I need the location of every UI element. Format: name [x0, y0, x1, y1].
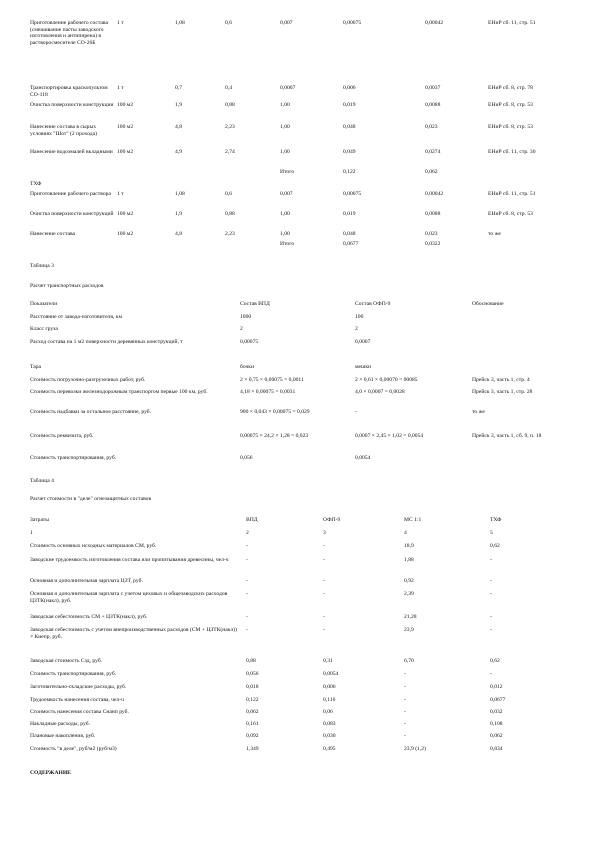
table-cell: 0,048: [343, 231, 356, 237]
column-header: ВПД: [246, 517, 258, 523]
table-cell: Основная и дополнительная зарплата ЦЗТ, руб.: [30, 578, 143, 584]
table-cell: 0,6: [225, 191, 232, 197]
table-cell: 1,00: [280, 211, 290, 217]
table-cell: 100: [355, 314, 364, 320]
table-cell: 1,08: [175, 20, 185, 26]
table-row: [0, 671, 595, 679]
table-row: [0, 697, 595, 705]
table-cell: Трудоемкость нанесения состава, чел-ч: [30, 697, 124, 703]
table-cell: -: [355, 409, 357, 415]
table-cell: -: [323, 591, 325, 597]
table-cell: 0,00075: [343, 20, 362, 26]
table-cell: 1,00: [280, 231, 290, 237]
table-cell: 0,495: [323, 746, 336, 752]
table-cell: 900 × 0,043 × 0,00075 = 0,029: [240, 409, 310, 415]
table-cell: Прейск 3, часть 1, стр. 4: [472, 377, 530, 383]
table-cell: Нанесение водоэмалей вкладными: [30, 149, 113, 155]
column-header: Состав ОФП-9: [355, 301, 391, 307]
table-cell: 4,8: [175, 124, 182, 130]
table-row: [0, 658, 595, 666]
table-cell: 0,006: [323, 684, 336, 690]
table-cell: Приготовление рабочего раствора: [30, 191, 111, 197]
table-cell: 0,007: [280, 20, 293, 26]
table-cell: 0,0007 × 2,45 × 1,02 = 0,0054: [355, 433, 424, 439]
table-cell: -: [246, 578, 248, 584]
table-cell: 1,00: [280, 149, 290, 155]
column-header: МС 1:1: [404, 517, 422, 523]
table-cell: 0,056: [246, 671, 259, 677]
table-cell: Очистка поверхности конструкции: [30, 102, 114, 108]
table-cell: 0,7: [175, 85, 182, 91]
table-cell: 0,030: [323, 733, 336, 739]
table4-title: Расчет стоимости в "деле" огнезащитных составов: [30, 496, 152, 502]
column-header: ОФП-9: [323, 517, 341, 523]
table-row: [0, 733, 595, 741]
table-cell: ЕНиР сб. 8, стр. 53: [488, 124, 533, 130]
table-cell: 0,06: [323, 709, 333, 715]
table-cell: 0,00042: [425, 191, 444, 197]
table-cell: 0,0054: [323, 671, 339, 677]
table-cell: ЕНиР сб. 8, стр. 53: [488, 211, 533, 217]
table-cell: Стоимость транспортирования, руб.: [30, 671, 117, 677]
table-cell: 0,0088: [425, 102, 441, 108]
table-cell: 0,0037: [425, 85, 441, 91]
table-cell: 1,08: [175, 191, 185, 197]
table-cell: 0,019: [343, 102, 356, 108]
table-cell: 1,88: [404, 557, 414, 563]
table-row: [0, 721, 595, 729]
table-cell: 0,092: [246, 733, 259, 739]
table-cell: 100 м2: [117, 231, 134, 237]
table-cell: -: [323, 578, 325, 584]
column-header: Показатели: [30, 301, 58, 307]
table-cell: 0,108: [490, 721, 503, 727]
table-cell: Стоимость погрузочно-разгрузочных работ, руб.: [30, 377, 146, 383]
table-cell: 100 м2: [117, 124, 134, 130]
table-cell: -: [404, 684, 406, 690]
table-cell: Нанесение состава: [30, 231, 75, 237]
column-number: 4: [404, 530, 407, 536]
column-number: 5: [490, 530, 493, 536]
table-cell: 4,18 × 0,00075 = 0,0031: [240, 389, 296, 395]
table-cell: 0,062: [246, 709, 259, 715]
table-cell: 0,92: [404, 578, 414, 584]
table-cell: Стоимость основных исходных материалов СМ, руб.: [30, 543, 157, 549]
table-row: [0, 746, 595, 754]
table-row: [0, 543, 595, 551]
table-cell: 1 т: [117, 191, 124, 197]
column-header: Затраты: [30, 517, 49, 523]
table-cell: -: [490, 671, 492, 677]
table-cell: -: [404, 671, 406, 677]
table-cell: 0,056: [240, 455, 253, 461]
table-cell: -: [323, 543, 325, 549]
table-cell: 0,007: [280, 191, 293, 197]
table-cell: 0,062: [425, 169, 438, 175]
table-cell: 0,00075: [240, 339, 259, 345]
table-cell: 1 т: [117, 20, 124, 26]
table-cell: 100 м2: [117, 149, 134, 155]
table-cell: Расстояние от завода-изготовителя, км: [30, 314, 122, 320]
table-cell: ЕНиР сб. 11, стр. 51: [488, 20, 536, 26]
table-cell: 0,122: [343, 169, 356, 175]
table-cell: 2: [355, 326, 358, 332]
table-cell: Стоимость транспортирования, руб.: [30, 455, 117, 461]
table-cell: 1,9: [175, 102, 182, 108]
table-cell: Стоимость "в деле", руб/м2 (руб/м3): [30, 746, 117, 752]
table-cell: Класс груза: [30, 326, 58, 332]
table-cell: -: [490, 591, 492, 597]
table-cell: Заводские трудоемкость изготовления состава или пропитывания древесины, чел-ч: [30, 557, 229, 563]
table-cell: 0,834: [490, 746, 503, 752]
table-cell: Заводская себестоимость СМ + ЦЗТК(накл), руб.: [30, 614, 148, 620]
table-cell: 0,018: [246, 684, 259, 690]
table-cell: -: [246, 557, 248, 563]
table-cell: Прейск 3, часть 1, стр. 28: [472, 389, 533, 395]
table-cell: 2 × 0,61 × 0,00070 = 00085: [355, 377, 418, 383]
table-cell: 0,62: [490, 658, 500, 664]
table-cell: 18,9: [404, 543, 414, 549]
total-label: Итого: [280, 169, 295, 175]
table-cell: Прейск 3, часть 1, сб. 9, п. 18: [472, 433, 542, 439]
table-cell: 21,28: [404, 614, 417, 620]
column-number: 1: [30, 530, 33, 536]
table-cell: 0,0677: [490, 697, 506, 703]
table-cell: 0,0007: [355, 339, 371, 345]
table-cell: 100 м2: [117, 102, 134, 108]
table-cell: Накладные расходы, руб.: [30, 721, 90, 727]
table-cell: 2,39: [404, 591, 414, 597]
table-cell: 0,083: [323, 721, 336, 727]
table-cell: ЕНиР сб. 11, стр. 30: [488, 149, 536, 155]
table-cell: Очистка поверхности конструкций: [30, 211, 114, 217]
table-cell: 2,23: [225, 124, 235, 130]
table-cell: Транспортировка краскопультом СО-118: [30, 85, 108, 98]
table-cell: Тара: [30, 364, 42, 370]
table-cell: 0,062: [490, 733, 503, 739]
table-row: [0, 591, 595, 605]
table-cell: Расход состава на 1 м2 поверхности деревянных конструкций, т: [30, 339, 183, 345]
table-cell: Нанесение состава в сырых условиях "Шот" (2 прохода): [30, 124, 97, 137]
table3-caption: Таблица 3: [30, 263, 54, 269]
table-cell: 2,23: [225, 231, 235, 237]
table-cell: -: [404, 721, 406, 727]
table-cell: -: [246, 591, 248, 597]
table-row: [0, 627, 595, 647]
table-row: [0, 709, 595, 717]
table-cell: 4,8: [175, 231, 182, 237]
table-cell: 0,88: [246, 658, 256, 664]
table-cell: -: [404, 733, 406, 739]
table-cell: 2: [240, 326, 243, 332]
table-cell: 0,88: [225, 211, 235, 217]
table-cell: 0,88: [225, 102, 235, 108]
table-cell: 0,116: [323, 697, 336, 703]
table4-caption: Таблица 4: [30, 478, 54, 484]
table-cell: -: [490, 578, 492, 584]
column-number: 3: [323, 530, 326, 536]
table-cell: -: [246, 543, 248, 549]
table-cell: Стоимость реквизита, руб.: [30, 433, 94, 439]
table-cell: 0,0054: [355, 455, 371, 461]
table-cell: 1,9: [175, 211, 182, 217]
table-header-row: [0, 517, 595, 525]
table-cell: -: [404, 709, 406, 715]
table-cell: -: [490, 557, 492, 563]
table-cell: то же: [488, 231, 501, 237]
table-cell: 0,31: [323, 658, 333, 664]
table-cell: 0,6: [225, 20, 232, 26]
table-cell: 1,00: [280, 124, 290, 130]
table-cell: 1,00: [280, 102, 290, 108]
table-cell: 0,161: [246, 721, 259, 727]
total-label: Итого: [280, 241, 295, 247]
table-cell: 0,0007: [280, 85, 296, 91]
table-cell: 23,9 (1,2): [404, 746, 426, 752]
table-cell: -: [490, 614, 492, 620]
table-cell: 1000: [240, 314, 252, 320]
table-row: [0, 684, 595, 692]
table-cell: Основная и дополнительная зарплата с учетом цеховых и общезаводских расходов ЦЗТК(накл), руб.: [30, 591, 228, 604]
table-cell: -: [323, 614, 325, 620]
table-cell: 0,62: [490, 543, 500, 549]
table-cell: Приготовление рабочего состава (смешивание пасты заводского изготовления и антипирена) в растворосмесителе СО-26Б: [30, 20, 108, 47]
table-cell: Заводская себестоимость с учетом внепроизводственных расходов (СМ + ЦЗТК(накл)) × Кнепр, руб.: [30, 627, 237, 640]
table-cell: 23,9: [404, 627, 414, 633]
table-cell: Стоимость нанесения состава Снанп руб.: [30, 709, 129, 715]
table-row: [0, 557, 595, 571]
table-row: [0, 614, 595, 622]
table-cell: 1,349: [246, 746, 259, 752]
table-cell: 0,00042: [425, 20, 444, 26]
table-cell: 4,0 × 0,0007 = 0,0028: [355, 389, 405, 395]
contents-heading: СОДЕРЖАНИЕ: [30, 770, 71, 776]
table-cell: 100 м2: [117, 211, 134, 217]
table-cell: ЕНиР сб. 11, стр. 51: [488, 191, 536, 197]
table-cell: 0,048: [343, 124, 356, 130]
section-label: ТХФ: [30, 181, 42, 187]
table-cell: Стоимость перевозки железнодорожным транспортом первые 100 км, руб.: [30, 389, 208, 395]
table-cell: 0,00075: [343, 191, 362, 197]
column-number-row: [0, 530, 595, 538]
table-cell: 0,00075 × 24,2 × 1,28 = 0,023: [240, 433, 309, 439]
table-cell: -: [323, 627, 325, 633]
table-cell: ЕНиР сб. 8, стр. 53: [488, 102, 533, 108]
table-cell: мешки: [355, 364, 372, 370]
table3-title: Расчет транспортных расходов: [30, 283, 104, 289]
table-row: [0, 578, 595, 586]
table-cell: 0,0677: [343, 241, 359, 247]
table-cell: -: [246, 614, 248, 620]
table-cell: 0,023: [425, 231, 438, 237]
table-cell: ЕНиР сб. 8, стр. 78: [488, 85, 533, 91]
table-cell: 0,0088: [425, 211, 441, 217]
table-cell: 0,0274: [425, 149, 441, 155]
table-cell: Заготовительно-складские расходы, руб.: [30, 684, 127, 690]
table-cell: -: [490, 627, 492, 633]
table-cell: 0,4: [225, 85, 232, 91]
table-cell: 2 × 0,75 × 0,00075 = 0,0011: [240, 377, 304, 383]
column-header: ТХФ: [490, 517, 502, 523]
table-cell: 1 т: [117, 85, 124, 91]
table-cell: бочки: [240, 364, 255, 370]
table-cell: 0,023: [425, 124, 438, 130]
table-cell: Заводская стоимость Сзд, руб.: [30, 658, 103, 664]
table-cell: Стоимость надбавки за остальное расстояние, руб.: [30, 409, 152, 415]
table-cell: 0,0322: [425, 241, 441, 247]
table-cell: 0,012: [490, 684, 503, 690]
table-cell: 0,032: [490, 709, 503, 715]
table-cell: 4,9: [175, 149, 182, 155]
table-cell: 0,122: [246, 697, 259, 703]
column-number: 2: [246, 530, 249, 536]
table-cell: 6,70: [404, 658, 414, 664]
table-cell: -: [246, 627, 248, 633]
table-cell: Плановые накопления, руб.: [30, 733, 96, 739]
table-cell: 0,019: [343, 211, 356, 217]
column-header: Состав ВПД: [240, 301, 270, 307]
table-cell: то же: [472, 409, 485, 415]
table-cell: 2,74: [225, 149, 235, 155]
table-cell: -: [323, 557, 325, 563]
table-cell: 0,006: [343, 85, 356, 91]
table-cell: 0,049: [343, 149, 356, 155]
column-header: Обоснование: [472, 301, 504, 307]
table-cell: -: [404, 697, 406, 703]
